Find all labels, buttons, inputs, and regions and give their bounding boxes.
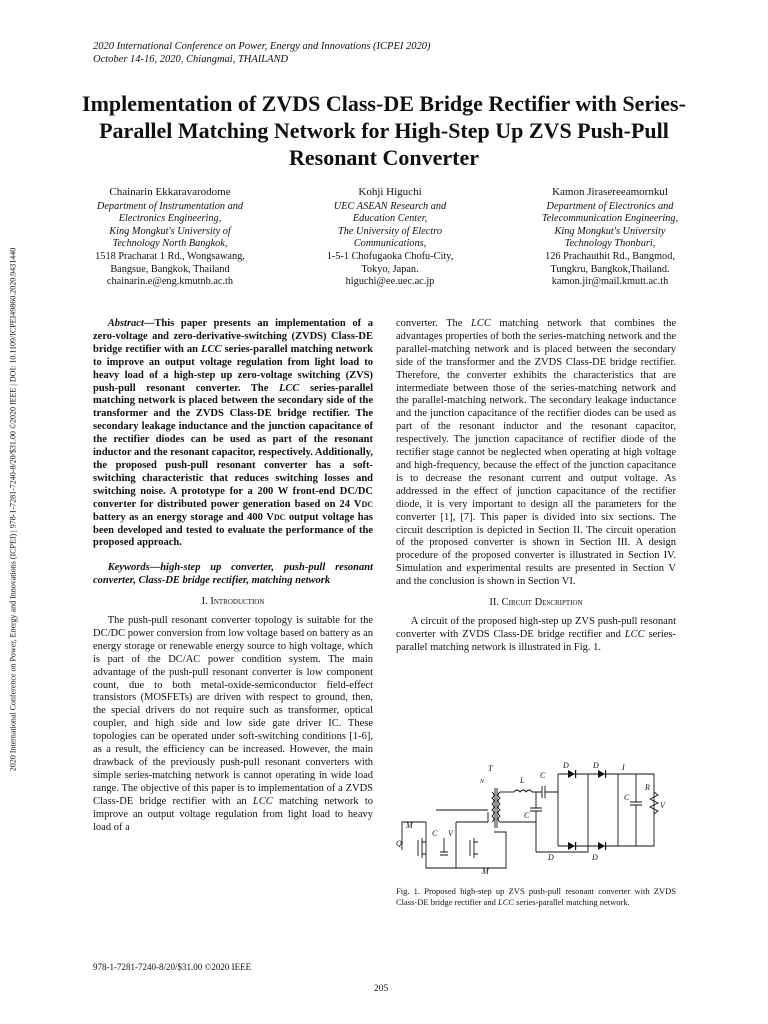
label-output-current: I	[622, 763, 625, 772]
addr-line: 1518 Pracharat 1 Rd., Wongsawang,	[95, 250, 245, 262]
dept-line: Department of Instrumentation and	[96, 200, 244, 212]
author-block	[60, 186, 720, 289]
dept-line: King Mongkut's University	[554, 225, 666, 237]
addr-line: Bangsue, Bangkok, Thailand	[110, 263, 230, 275]
label-diode-d1: D	[563, 762, 569, 770]
intro-text: The push-pull resonant converter topology is suitable for the DC/DC power conversion from low voltage based on battery as an energy storage or renewable energy source to high voltage, which is part of the DC/AC power condition system. The main advantage of the push-pull resonant converter is low component count, due to both metal-oxide-semiconductor field-effect transistors (MOSFETs) are driven with respect to ground, then, the special drivers do not require such as transformer, optical coupler, and high side and low side gate driver IC. These topologies can be operated under soft-switching conditions [1-6], as a result, the efficiency can be increased. However, the main drawback of the previously push-pull resonant converters with simple series-matching network is cannot operating in wide load range. The objective of this paper is to implementation of a ZVDS Class-DE bridge rectifier with an	[93, 615, 373, 807]
circuit-wires	[402, 774, 658, 868]
label-input-voltage: V	[448, 829, 453, 838]
copyright-footer: 978-1-7281-7240-8/20/$31.00 ©2020 IEEE	[93, 962, 252, 972]
body-text: LCC	[624, 628, 645, 640]
keywords	[93, 562, 373, 588]
author-email: kamon.jir@mail.kmutt.ac.th	[551, 276, 669, 288]
label-output-voltage: V	[660, 801, 665, 810]
circuit-labels	[396, 762, 666, 876]
section-heading-introduction	[93, 596, 373, 609]
label-output-capacitor: C	[624, 793, 630, 802]
intro-paragraph	[93, 615, 373, 834]
dept-line: Electronics Engineering,	[118, 213, 222, 225]
conference-header	[93, 40, 431, 66]
abstract-text: LCC	[279, 382, 300, 394]
label-diode-d3: D	[593, 762, 599, 770]
intro-text: matching network to improve an output voltage regulation from light load to heavy load of a	[93, 795, 374, 833]
dept-line: Telecommunication Engineering,	[541, 213, 679, 225]
right-column	[396, 318, 676, 655]
label-transformer: T	[488, 764, 493, 773]
figure-caption	[396, 886, 676, 907]
dept-line: Technology North Bangkok,	[112, 238, 228, 250]
doi-sidebar: 2020 International Conference on Power, Energy and Innovations (ICPEI) | 978-1-7281-7240-8/20/$31.00 ©2020 IEEE | DOI: 10.1109/ICPEI49860.2020.9431440	[8, 247, 18, 772]
abstract-label: Abstract	[107, 318, 144, 329]
author-2	[280, 186, 500, 289]
section-number: II.	[489, 597, 499, 609]
label-mosfet-m2: M	[482, 867, 489, 876]
paper-title: Implementation of ZVDS Class-DE Bridge Rectifier with Series-Parallel Matching Network for High-Step Up ZVS Push-Pull Resonant Converter	[82, 91, 686, 170]
caption-text: Fig. 1. Proposed high-step up ZVS push-pull resonant converter with ZVDS Class-DE bridge rectifier and	[396, 886, 676, 907]
conference-line-2: October 14-16, 2020, Chiangmai, THAILAND	[93, 54, 289, 65]
abstract-text: series-parallel matching network to improve an output voltage regulation from light load to heavy load of a high-step up zero-voltage switching (ZVS) push-pull resonant converter. The	[93, 343, 374, 394]
author-address	[500, 251, 720, 289]
section-heading-circuit	[396, 597, 676, 610]
abstract	[93, 318, 373, 550]
keywords-text: high-step up converter, push-pull resonant converter, Class-DE bridge rectifier, matching network	[93, 562, 373, 587]
abstract-text: LCC	[201, 343, 222, 355]
rectifier-diodes	[568, 770, 606, 850]
abstract-text: This paper presents an implementation of a zero-voltage and zero-derivative-switching (ZVDS) Class-DE bridge rectifier with an	[93, 318, 373, 355]
dept-line: Department of Electronics and	[546, 200, 674, 212]
label-turns-ratio: N	[480, 779, 485, 785]
label-series-capacitor: C	[540, 771, 546, 780]
author-dept	[60, 201, 280, 251]
label-input-capacitor: C	[432, 829, 438, 838]
abstract-text: series-parallel matching network is placed between the secondary side of the transformer and the ZVDS Class-DE bridge rectifier. The secondary leakage inductance and the junction capacitance of the rectifier diodes can be used as part of the resonant inductor and the resonant capacitor, respectively. Additionally, the proposed push-pull resonant converter has a soft-switching characteristic that reduces switching losses and switching noise. A prototype for a 200 W front-end DC/DC converter for distributed power generation based on 24 V	[93, 382, 373, 510]
author-name: Kohji Higuchi	[358, 186, 422, 198]
dept-line: Technology Thonburi,	[564, 238, 656, 250]
dept-line: Communications,	[353, 238, 427, 250]
body-text: A circuit of the proposed high-step up ZVS push-pull resonant converter with ZVDS Class-DE bridge rectifier and	[396, 615, 676, 640]
author-name: Kamon Jirasereeamornkul	[552, 186, 668, 198]
circuit-diagram	[396, 762, 676, 880]
addr-line: 1-5-1 Chofugaoka Chofu-City,	[326, 250, 454, 262]
dept-line: UEC ASEAN Research and	[333, 200, 447, 212]
intro-continuation	[396, 318, 676, 589]
body-text: converter. The	[396, 318, 471, 329]
section-title: Circuit Description	[501, 597, 583, 609]
author-email: higuchi@ee.uec.ac.jp	[345, 276, 435, 288]
author-name: Chainarin Ekkaravarodome	[109, 186, 231, 198]
intro-text: LCC	[252, 795, 273, 807]
caption-text: LCC	[497, 896, 515, 907]
dept-line: The University of Electro	[338, 225, 442, 237]
label-resonant-inductor: L	[520, 776, 525, 785]
body-text: series-parallel matching network is illustrated in Fig. 1.	[396, 628, 677, 653]
abstract-text: output voltage has been developed and tested to evaluate the performance of the proposed approach.	[93, 511, 373, 549]
page-number: 205	[374, 984, 389, 994]
keywords-dash: —	[149, 562, 161, 574]
label-load-resistor: R	[645, 783, 650, 792]
caption-text: series-parallel matching network.	[514, 896, 630, 907]
author-email: chainarin.e@eng.kmutnb.ac.th	[106, 276, 234, 288]
label-mosfet-m1: M	[406, 821, 413, 830]
circuit-paragraph	[396, 616, 676, 655]
addr-line: 126 Prachauthit Rd., Bangmod,	[545, 250, 675, 262]
left-column	[93, 318, 373, 834]
dept-line: King Mongkut's University of	[109, 225, 231, 237]
body-text: LCC	[470, 318, 491, 329]
keywords-label: Keywords	[107, 562, 150, 574]
label-diode-d4: D	[592, 853, 598, 862]
author-dept	[280, 201, 500, 251]
author-1	[60, 186, 280, 289]
label-parallel-capacitor: C	[524, 811, 530, 820]
author-address	[280, 251, 500, 289]
section-title: Introduction	[210, 596, 265, 608]
addr-line: Tungkru, Bangkok,Thailand.	[550, 263, 670, 275]
body-text: matching network that combines the advantages properties of both the series-matching network and the parallel-matching network and is placed between the secondary side of the transformer and the ZVDS Class-DE bridge rectifier. Therefore, the converter exhibits the characteristics that are intermediate between those of the series-matching network and the parallel-matching network. The secondary leakage inductance and the junction capacitance of the rectifier diodes can be used as part of the resonant inductor and the resonant capacitor, respectively. The junction capacitance of rectifier diode of the rectifier stage cannot be neglected when operating at high voltage and high-frequency, because the effect of the junction capacitance is to decrease the resonant current and output voltage. As addressed in the effect of junction capacitance of the rectifier diode, it is very important to design all the parameters for the converter [1], [7]. This paper is divided into six sections. The circuit description is depicted in Section II. The circuit operation of the proposed converter is shown in Section III. A design procedure of the proposed converter is illustrated in Section IV. Simulation and experimental results are presented in Section V and the conclusion is shown in Section VI.	[396, 318, 677, 588]
abstract-dash: —	[143, 318, 155, 329]
label-node-q: Q	[396, 839, 402, 848]
addr-line: Tokyo, Japan.	[361, 263, 419, 275]
abstract-text: DC	[273, 512, 286, 522]
abstract-text: battery as an energy storage and 400 V	[93, 511, 274, 523]
author-3	[500, 186, 720, 289]
author-address	[60, 251, 280, 289]
author-dept	[500, 201, 720, 251]
abstract-text: DC	[361, 499, 373, 509]
dept-line: Education Center,	[352, 213, 428, 225]
conference-line-1: 2020 International Conference on Power, Energy and Innovations (ICPEI 2020)	[93, 41, 431, 52]
mosfet-switches	[418, 838, 478, 858]
label-diode-d2: D	[548, 853, 554, 862]
section-number: I.	[201, 596, 208, 608]
